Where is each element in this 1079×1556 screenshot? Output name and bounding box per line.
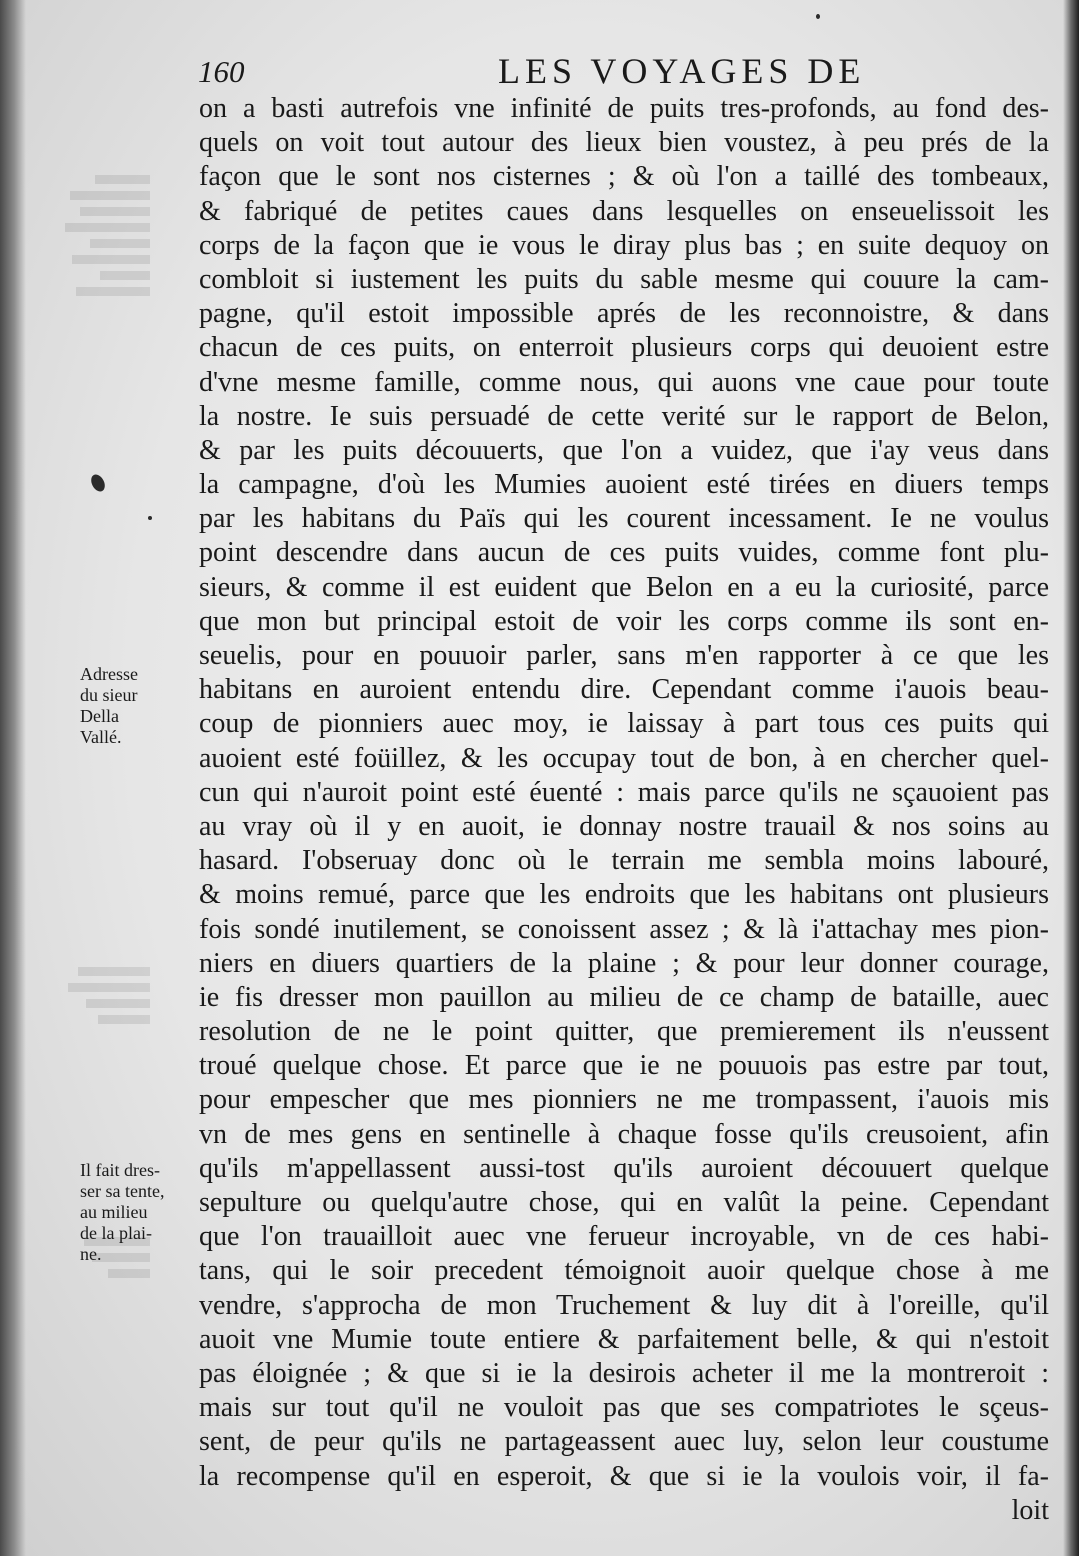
page-gutter-shadow xyxy=(0,0,26,1556)
text-line: sent, de peur qu'ils ne partageassent auec luy, selon leur coustume xyxy=(199,1426,1049,1458)
text-line: resolution de ne le point quitter, que premierement ils n'eussent xyxy=(199,1016,1049,1048)
margin-note-line: Vallé. xyxy=(80,727,122,747)
text-line: sieurs, & comme il est euident que Belon en a eu la curiosité, parce xyxy=(199,571,1049,603)
text-line: façon que le sont nos cisternes ; & où l'on a taillé des tombeaux, xyxy=(199,161,1049,193)
margin-note-line: ser sa tente, xyxy=(80,1181,165,1201)
text-line: pour empescher que mes pionniers ne me trompassent, i'auois mis xyxy=(199,1084,1049,1116)
margin-note xyxy=(80,1160,180,1265)
margin-note xyxy=(80,664,180,748)
text-line: & fabriqué de petites caues dans lesquelles on enseuelissoit les xyxy=(199,195,1049,227)
text-line: combloit si iustement les puits du sable mesme qui couure la cam- xyxy=(199,263,1049,295)
text-line: seuelis, pour en pouuoir parler, sans m'en rapporter à ce que les xyxy=(199,640,1049,671)
text-line: la nostre. Ie suis persuadé de cette verité sur le rapport de Belon, xyxy=(199,400,1049,432)
text-line: auoient esté foüillez, & les occupay tout de bon, à en chercher quel- xyxy=(199,742,1049,774)
page-edge-shadow xyxy=(1063,0,1079,1556)
text-line: corps de la façon que ie vous le diray plus bas ; en suite dequoy on xyxy=(199,229,1049,261)
text-line: hasard. I'obseruay donc où le terrain me sembla moins labouré, xyxy=(199,845,1049,877)
text-line: pagne, qu'il estoit impossible aprés de les reconnoistre, & dans xyxy=(199,298,1049,330)
text-line: sepulture ou quelqu'autre chose, qui en valût la peine. Cependant xyxy=(199,1187,1049,1218)
text-line: coup de pionniers auec moy, ie laissay à part tous ces puits qui xyxy=(199,708,1049,740)
text-line: qu'ils m'appellassent aussi-tost qu'ils auroient découuert quelque xyxy=(199,1152,1049,1184)
text-line: chacun de ces puits, on enterroit plusieurs corps qui deuoient estre xyxy=(199,332,1049,364)
text-line: cun qui n'auroit point esté éuenté : mais parce qu'ils ne sçauoient pas xyxy=(199,776,1049,808)
text-line: vendre, s'approcha de mon Truchement & luy dit à l'oreille, qu'il xyxy=(199,1289,1049,1321)
text-line: la campagne, d'où les Mumies auoient esté tirées en diuers temps xyxy=(199,469,1049,501)
text-line: par les habitans du Païs qui les courent incessament. Ie ne voulus xyxy=(199,503,1049,535)
bleed-through-marks xyxy=(30,168,150,368)
text-line: on a basti autrefois vne infinité de puits tres-profonds, au fond des- xyxy=(199,93,1049,124)
text-line: la recompense qu'il en esperoit, & que si ie la voulois voir, il fa- xyxy=(199,1460,1049,1492)
text-line: que l'on trauailloit auec vne ferueur incroyable, vn de ces habi- xyxy=(199,1221,1049,1253)
text-line: habitans en auroient entendu dire. Cependant comme i'auois beau- xyxy=(199,674,1049,706)
text-line: ie fis dresser mon pauillon au milieu de ce champ de bataille, auec xyxy=(199,981,1049,1013)
margin-note-line: ne. xyxy=(80,1244,102,1264)
margin-note-line: de la plai- xyxy=(80,1223,152,1243)
margin-note-line: au milieu xyxy=(80,1202,148,1222)
margin-note-line: du sieur xyxy=(80,685,138,705)
text-line: tans, qui le soir precedent témoignoit auoir quelque chose à me xyxy=(199,1255,1049,1287)
page-number: 160 xyxy=(198,54,245,89)
text-line: d'vne mesme famille, comme nous, qui auons vne caue pour toute xyxy=(199,366,1049,398)
text-line: au vray où il y en auoit, ie donnay nostre trauail & nos soins au xyxy=(199,810,1049,842)
bleed-through-marks xyxy=(30,960,150,1120)
text-line: loit xyxy=(1011,1494,1049,1526)
text-line: niers en diuers quartiers de la plaine ; & pour leur donner courage, xyxy=(199,947,1049,979)
page-header xyxy=(198,50,898,96)
margin-note-line: Adresse xyxy=(80,664,138,684)
text-line: pas éloignée ; & que si ie la desirois acheter il me la montreroit : xyxy=(199,1357,1049,1389)
text-line: mais sur tout qu'il ne vouloit pas que ses compatriotes le sçeus- xyxy=(199,1392,1049,1424)
text-line: point descendre dans aucun de ces puits vuides, comme font plu- xyxy=(199,537,1049,569)
text-line: & moins remué, parce que les endroits que les habitans ont plusieurs xyxy=(199,879,1049,911)
margin-note-line: Della xyxy=(80,706,119,726)
text-line: vn de mes gens en sentinelle à chaque fosse qu'ils creusoient, afin xyxy=(199,1118,1049,1150)
margin-note-line: Il fait dres- xyxy=(80,1160,160,1180)
text-line: quels on voit tout autour des lieux bien voustez, à peu prés de la xyxy=(199,127,1049,159)
text-line: troué quelque chose. Et parce que ie ne pouuois pas estre par tout, xyxy=(199,1050,1049,1082)
ink-speck xyxy=(816,14,820,19)
text-line: auoit vne Mumie toute entiere & parfaitement belle, & qui n'estoit xyxy=(199,1323,1049,1355)
text-line: & par les puits découuerts, que l'on a vuidez, que i'ay veus dans xyxy=(199,434,1049,466)
text-line: que mon but principal estoit de voir les corps comme ils sont en- xyxy=(199,605,1049,637)
ink-blot xyxy=(88,472,107,494)
ink-speck xyxy=(148,516,152,520)
running-head: LES VOYAGES DE xyxy=(498,51,866,91)
body-text xyxy=(199,92,1049,1528)
text-line: fois sondé inutilement, se conoissent assez ; & là i'attachay mes pion- xyxy=(199,913,1049,945)
